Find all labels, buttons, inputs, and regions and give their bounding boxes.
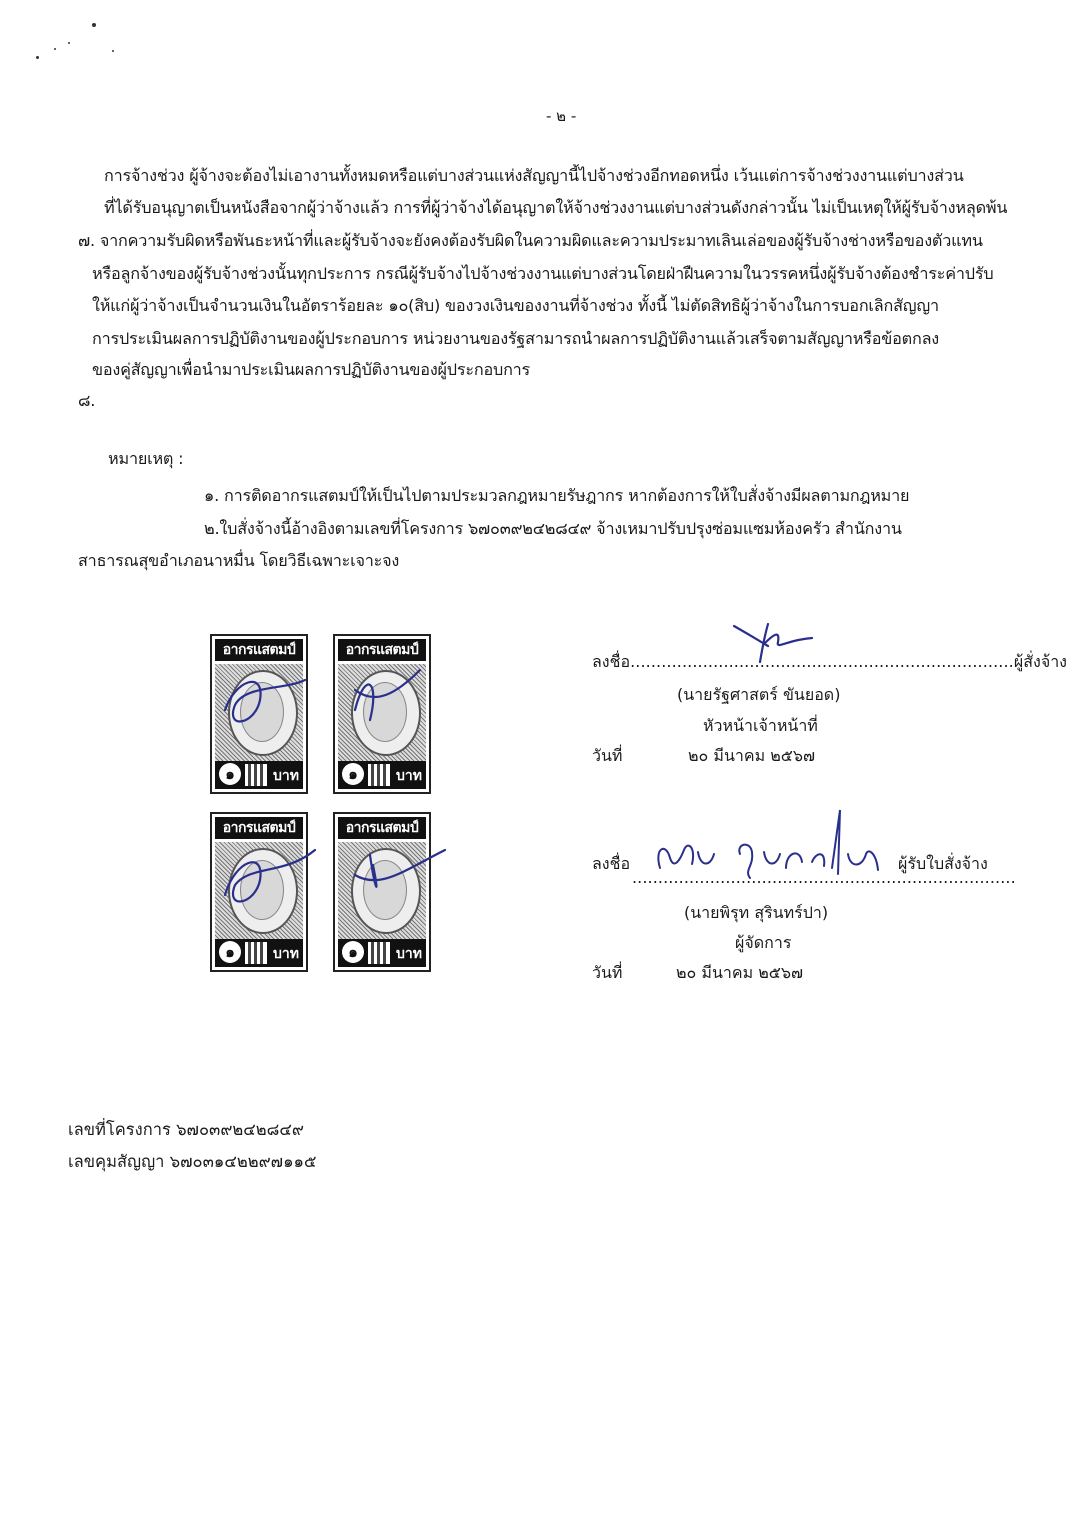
- body-line-3: ๗. จากความรับผิดหรือพันธะหน้าที่และผู้รับจ้างจะยังคงต้องรับผิดในความผิดและความประมาทเลินเล่อของผู้รับจ้างช่างหรือของตัวแทน: [78, 231, 983, 250]
- body-line-7: ของคู่สัญญาเพื่อนำมาประเมินผลการปฏิบัติงานของผู้ประกอบการ: [92, 360, 531, 379]
- stamp-value: ๑: [219, 763, 241, 785]
- remarks-item-2-line-2: สาธารณสุขอำเภอนาหมื่น โดยวิธีเฉพาะเจาะจง: [78, 551, 400, 570]
- stamp-header: อากรแสตมป์: [215, 817, 303, 839]
- orderer-role: ผู้สั่งจ้าง: [1013, 652, 1067, 671]
- body-line-4: หรือลูกจ้างของผู้รับจ้างช่วงนั้นทุกประการ กรณีผู้รับจ้างไปจ้างช่วงงานแต่บางส่วนโดยฝ่าฝืนความในวรรคหนึ่งผู้รับจ้างต้องชำระค่าปรับ: [92, 264, 994, 283]
- stamp-value: ๑: [342, 763, 364, 785]
- stamp-cancellation-marks: [205, 650, 455, 970]
- stamp-value: ๑: [342, 941, 364, 963]
- contractor-name: (นายพิรุท สุรินทร์ปา): [684, 903, 829, 922]
- stamp-header: อากรแสตมป์: [215, 639, 303, 661]
- stamp-unit: บาท: [396, 946, 422, 962]
- contractor-sign-label: ลงชื่อ: [592, 854, 631, 873]
- remarks-item-1: ๑. การติดอากรแสตมป์ให้เป็นไปตามประมวลกฎหมายรัษฎากร หากต้องการให้ใบสั่งจ้างมีผลตามกฎหมาย: [204, 486, 910, 505]
- orderer-position: หัวหน้าเจ้าหน้าที่: [703, 716, 818, 735]
- stamp-unit: บาท: [273, 946, 299, 962]
- contract-control-number: เลขคุมสัญญา ๖๗๐๓๑๔๒๒๙๗๑๑๕: [68, 1152, 317, 1171]
- contractor-date: ๒๐ มีนาคม ๒๕๖๗: [676, 963, 804, 982]
- contractor-date-label: วันที่: [592, 963, 623, 982]
- body-line-8: ๘.: [78, 391, 96, 410]
- stamp-unit: บาท: [396, 768, 422, 784]
- page-number: - ๒ -: [546, 107, 577, 125]
- orderer-sign-dots: ..........................................................................: [630, 652, 1014, 671]
- orderer-date-label: วันที่: [592, 746, 623, 765]
- body-line-6: การประเมินผลการปฏิบัติงานของผู้ประกอบการ หน่วยงานของรัฐสามารถนำผลการปฏิบัติงานแล้วเสร็จตามสัญญาหรือข้อตกลง: [92, 329, 939, 348]
- orderer-sign-label: ลงชื่อ: [592, 652, 631, 671]
- stamp-header: อากรแสตมป์: [338, 639, 426, 661]
- project-number: เลขที่โครงการ ๖๗๐๓๙๒๔๒๘๔๙: [68, 1120, 304, 1139]
- stamp-header: อากรแสตมป์: [338, 817, 426, 839]
- contractor-position: ผู้จัดการ: [735, 933, 792, 952]
- stamp-value: ๑: [219, 941, 241, 963]
- orderer-date: ๒๐ มีนาคม ๒๕๖๗: [688, 746, 816, 765]
- body-line-5: ให้แก่ผู้ว่าจ้างเป็นจำนวนเงินในอัตราร้อยละ ๑๐(สิบ) ของวงเงินของงานที่จ้างช่วง ทั้งนี้ ไม่ตัดสิทธิผู้ว่าจ้างในการบอกเลิกสัญญา: [92, 296, 939, 315]
- remarks-title: หมายเหตุ :: [108, 449, 184, 468]
- orderer-name: (นายรัฐศาสตร์ ขันยอด): [677, 685, 841, 704]
- remarks-item-2-line-1: ๒.ใบสั่งจ้างนี้อ้างอิงตามเลขที่โครงการ ๖๗๐๓๙๒๔๒๘๔๙ จ้างเหมาปรับปรุงซ่อมแซมห้องครัว สำนักงาน: [204, 519, 902, 538]
- contractor-role: ผู้รับใบสั่งจ้าง: [898, 854, 988, 873]
- body-line-1: การจ้างช่วง ผู้จ้างจะต้องไม่เอางานทั้งหมดหรือแต่บางส่วนแห่งสัญญานี้ไปจ้างช่วงอีกทอดหนึ่ง เว้นแต่การจ้างช่วงงานแต่บางส่วน: [104, 166, 964, 185]
- stamp-unit: บาท: [273, 768, 299, 784]
- orderer-sign-line: [592, 650, 1067, 675]
- contractor-sign-dots: ..........................................................................: [632, 868, 1016, 887]
- body-line-2: ที่ได้รับอนุญาตเป็นหนังสือจากผู้ว่าจ้างแล้ว การที่ผู้ว่าจ้างได้อนุญาตให้จ้างช่วงงานแต่บางส่วนดังกล่าวนั้น ไม่เป็นเหตุให้ผู้รับจ้างหลุดพ้น: [104, 198, 1008, 217]
